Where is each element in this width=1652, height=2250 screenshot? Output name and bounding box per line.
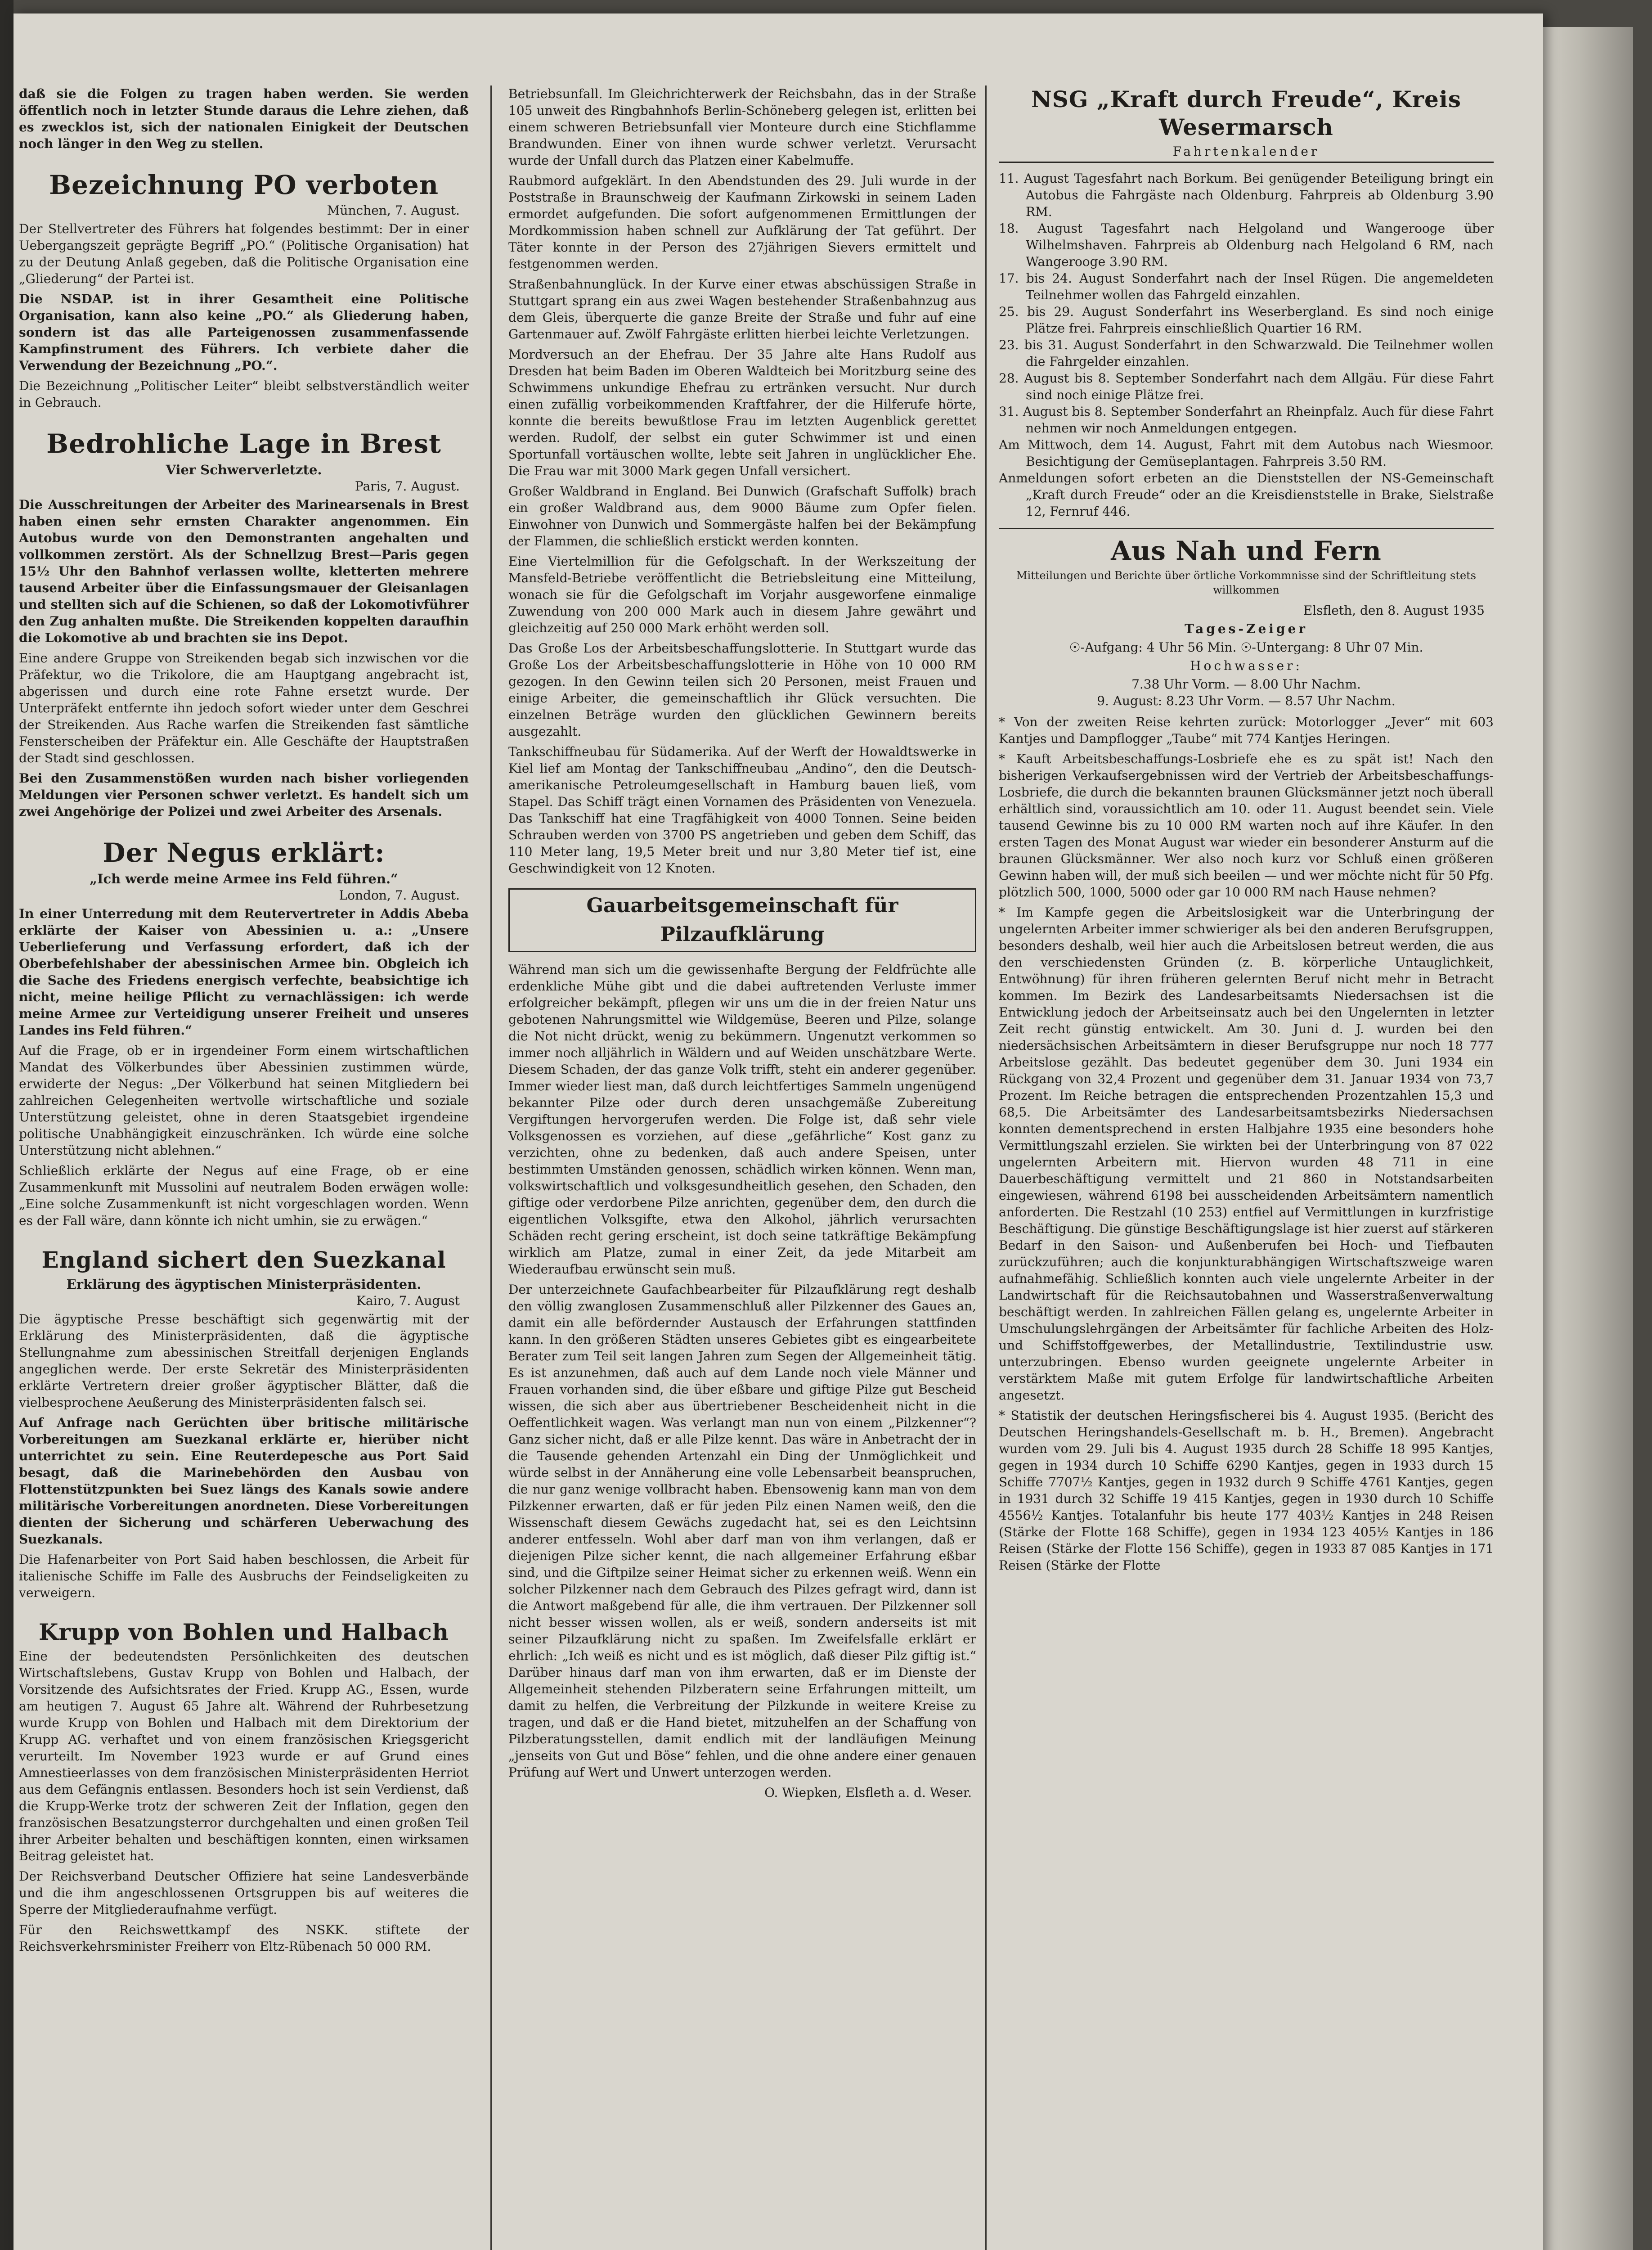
calendar-entry: 11. August Tagesfahrt nach Borkum. Bei genügender Beteiligung bringt ein Autobus die Fahrgäste nach Oldenburg. Fahrpreis ab Oldenburg 3.90 RM. [999, 171, 1494, 219]
local-news: * Kauft Arbeitsbeschaffungs-Losbriefe ehe es zu spät ist! Nach den bisherigen Verkaufsergebnissen wird der Vertrieb der Arbeitsbeschaffungs-Losbriefe, die durch die bekannten braunen Glücksmänner jetzt noch überall erhältlich sind, voraussichtlich am 10. oder 11. August beendet sein. Viele tausend Gewinne bis zu 10 000 RM warten noch auf ihre Käufer. In den ersten Tagen des Monat August war wieder ein besonderer Ansturm auf die braunen Glücksmänner. Wer also noch kurz vor Schluß einen größeren Gewinn haben will, der muß sich beeilen — und wer möchte nicht für 50 Pfg. plötzlich 500, 1000, 5000 oder gar 10 000 RM nach Hause nehmen? [999, 752, 1494, 900]
newspaper-page [13, 14, 1543, 2250]
tages-zeiger-label: Tages-Zeiger [1184, 621, 1308, 636]
column-rule [490, 86, 492, 2250]
column-left [19, 86, 469, 2192]
calendar-entry: 25. bis 29. August Sonderfahrt ins Weserbergland. Es sind noch einige Plätze frei. Fahrpreis einschließlich Quartier 16 RM. [999, 304, 1494, 336]
calendar-entry: Am Mittwoch, dem 14. August, Fahrt mit dem Autobus nach Wiesmoor. Besichtigung der Gemüseplantagen. Fahrpreis 3.50 RM. [999, 437, 1494, 469]
divider [999, 162, 1494, 163]
headline-krupp: Krupp von Bohlen und Halbach [38, 1619, 449, 1645]
paragraph: Eine andere Gruppe von Streikenden begab sich inzwischen vor die Präfektur, wo die Trikolore, die am Hauptgang angebracht ist, abgerissen und durch eine rote Fahne ersetzt wurde. Der Unterpräfekt entfernte ihn jedoch sofort wieder unter dem Geschrei der Streikenden. Aus Rache warfen die Streikenden fast sämtliche Fensterscheiben der Präfektur ein. Alle Geschäfte der Hauptstraßen der Stadt sind geschlossen. [19, 651, 469, 765]
paragraph: Eine der bedeutendsten Persönlichkeiten des deutschen Wirtschaftslebens, Gustav Krupp von Bohlen und Halbach, der Vorsitzende des Aufsichtsrates der Fried. Krupp AG., Essen, wurde am heutigen 7. August 65 Jahre alt. Während der Ruhrbesetzung wurde Krupp von Bohlen und Halbach mit dem Direktorium der Krupp AG. verhaftet und von einem französischen Kriegsgericht verurteilt. Im November 1923 wurde er auf Grund eines Amnestieerlasses von dem französischen Ministerpräsidenten Herriot aus dem Gefängnis entlassen. Besonders hoch ist sein Verdienst, daß die Krupp-Werke trotz der schweren Zeit der Inflation, gegen den französischen Besatzungsterror durchgehalten und einen großen Teil ihrer Arbeiter behalten und beschäftigen konnten, einen wirksamen Beitrag geleistet hat. [19, 1649, 469, 1863]
paragraph: Bei den Zusammenstößen wurden nach bisher vorliegenden Meldungen vier Personen schwer verletzt. Es handelt sich um zwei Angehörige der Polizei und zwei Arbeiter des Arsenals. [19, 771, 469, 819]
headline-suezkanal: England sichert den Suezkanal [41, 1246, 446, 1273]
page-stack-edge [1543, 27, 1633, 2250]
news-item: Eine Viertelmillion für die Gefolgschaft. In der Werkszeitung der Mansfeld-Betriebe veröffentlicht die Betriebsleitung eine Mitteilung, wonach sie für die Gefolgschaft im Vorjahr ausgeworfene einmalige Zuwendung von 200 000 Mark auch in diesem Jahre gewährt und gleichzeitig auf 250 000 Mark erhöht werden soll. [508, 554, 976, 635]
column-right [999, 86, 1494, 2250]
paragraph: Der unterzeichnete Gaufachbearbeiter für Pilzaufklärung regt deshalb den völlig zwanglosen Zusammenschluß aller Pilzkenner des Gaues an, damit ein alle befördernder Austausch der Erfahrungen stattfinden kann. In den größeren Städten unseres Gebietes gibt es eingearbeitete Berater zum Teil seit langen Jahren zum Segen der Allgemeinheit tätig. Es ist anzunehmen, daß auch auf dem Lande noch viele Männer und Frauen vorhanden sind, die über eßbare und giftige Pilze gut Bescheid wissen, die sich aber aus übertriebener Bescheidenheit nicht in die Oeffentlichkeit wagen. Was verlangt man nun von einem „Pilzkenner“? Ganz sicher nicht, daß er alle Pilze kennt. Das wäre in Anbetracht der in die Tausende gehenden Artenzahl ein Ding der Unmöglichkeit und würde selbst in der Annäherung eine volle Lebensarbeit beanspruchen, die nur ganz wenige vollbracht haben. Ebensowenig kann man von dem Pilzkenner erwarten, daß er für jeden Pilz einen Namen weiß, den die Wissenschaft diesem Gewächs zugedacht hat, sei es den Leichtsinn anderer entfesseln. Wohl aber darf man von ihm verlangen, daß er diejenigen Pilze sicher kennt, die nach allgemeiner Erfahrung eßbar sind, und die Giftpilze seiner Heimat sicher zu erkennen weiß. Wenn ein solcher Pilzkenner nach dem Gebrauch des Pilzes gefragt wird, dann ist die Antwort maßgebend für alle, die ihm vertrauen. Der Pilzkenner soll nicht besser wissen wollen, als er weiß, sondern anderseits ist mit seiner Pilzaufklärung nicht zu spaßen. Im Zweifelsfalle erklärt er ehrlich: „Ich weiß es nicht und es ist möglich, daß dieser Pilz giftig ist.“ Darüber hinaus darf man von ihm erwarten, daß er im Dienste der Allgemeinheit stehenden Pilzberatern seine Erfahrungen mitteilt, um damit zu helfen, die Verbreitung der Pilzkunde in weitere Kreise zu tragen, und daß er die Hand bietet, mitzuhelfen an der Schaffung von Pilzberatungsstellen, damit endlich mit der landläufigen Meinung „jenseits von Gut und Böse“ fehlen, und die ohne andere einer genauen Prüfung auf Wert und Unwert unterzogen werden. [508, 1282, 976, 1780]
headline-negus: Der Negus erklärt: [103, 837, 385, 868]
calendar-entry: 17. bis 24. August Sonderfahrt nach der Insel Rügen. Die angemeldeten Teilnehmer wollen das Fahrgeld einzahlen. [999, 271, 1494, 302]
dateline: Elsfleth, den 8. August 1935 [1303, 603, 1485, 618]
paragraph: Der Reichsverband Deutscher Offiziere hat seine Landesverbände und die ihm angeschlossenen Ortsgruppen bis auf weiteres die Sperre der Mitgliederaufnahme verfügt. [19, 1869, 469, 1917]
headline-po: Bezeichnung PO verboten [49, 170, 439, 200]
paragraph: Auf die Frage, ob er in irgendeiner Form einem wirtschaftlichen Mandat des Völkerbundes über Abessinien zustimmen würde, erwiderte der Negus: „Der Völkerbund hat seinen Mitgliedern bei zahlreichen Gelegenheiten wertvolle wirtschaftliche und soziale Unterstützung geleistet, ohne in deren Staatsgebiet irgendeine politische Unabhängigkeit einzuschränken. Ich würde eine solche Unterstützung nicht ablehnen.“ [19, 1043, 469, 1158]
headline-aus-nah-und-fern: Aus Nah und Fern [1111, 536, 1382, 566]
calendar-entry: 18. August Tagesfahrt nach Helgoland und Wangerooge über Wilhelmshaven. Fahrpreis ab Oldenburg nach Helgoland 6 RM, nach Wangerooge 3.90 RM. [999, 221, 1494, 269]
paragraph: Die ägyptische Presse beschäftigt sich gegenwärtig mit der Erklärung des Ministerpräsidenten, daß die ägyptische Stellungnahme zum abessinischen Streitfall derjenigen Englands angeglichen werde. Der erste Sekretär des Ministerpräsidenten erklärte Vertretern dreier großer ägyptischer Blätter, daß die vielbesprochene Aeußerung des Ministerpräsidenten falsch sei. [19, 1312, 469, 1410]
dateline: Paris, 7. August. [355, 479, 460, 494]
local-news: * Statistik der deutschen Heringsfischerei bis 4. August 1935. (Bericht des Deutschen Heringshandels-Gesellschaft m. b. H., Bremen). Angebracht wurden vom 29. Juli bis 4. August 1935 durch 28 Schiffe 18 995 Kantjes, gegen in 1934 durch 10 Schiffe 6290 Kantjes, gegen in 1933 durch 15 Schiffe 7707½ Kantjes, gegen in 1932 durch 9 Schiffe 4761 Kantjes, gegen in 1931 durch 32 Schiffe 19 415 Kantjes, gegen in 1930 durch 10 Schiffe 4556½ Kantjes. Totalanfuhr bis heute 177 403½ Kantjes in 248 Reisen (Stärke der Flotte 168 Schiffe), gegen in 1934 123 405½ Kantjes in 186 Reisen (Stärke der Flotte 156 Schiffe), gegen in 1933 87 085 Kantjes in 171 Reisen (Stärke der Flotte [999, 1408, 1494, 1573]
news-item: Raubmord aufgeklärt. In den Abendstunden des 29. Juli wurde in der Poststraße in Braunschweig der Kaufmann Zirkowski in seinem Laden ermordet aufgefunden. Die sofort aufgenommenen Ermittlungen der Mordkommission haben schnell zur Aufklärung der Tat geführt. Der Täter konnte in der Person des 27jährigen Sievers ermittelt und festgenommen werden. [508, 173, 976, 271]
headline-brest: Bedrohliche Lage in Brest [46, 428, 441, 459]
subheadline: Fahrtenkalender [1172, 144, 1320, 159]
paragraph: Für den Reichswettkampf des NSKK. stiftete der Reichsverkehrsminister Freiherr von Eltz-Rübenach 50 000 RM. [19, 1922, 469, 1954]
signature: O. Wiepken, Elsfleth a. d. Weser. [764, 1785, 972, 1800]
calendar-entry: Anmeldungen sofort erbeten an die Dienststellen der NS-Gemeinschaft „Kraft durch Freude“ oder an die Kreisdienststelle in Brake, Sielstraße 12, Fernruf 446. [999, 471, 1494, 519]
dateline: London, 7. August. [339, 888, 460, 903]
subheadline: „Ich werde meine Armee ins Feld führen.“ [90, 871, 398, 886]
tide-label: Hochwasser: [1190, 658, 1302, 673]
sun-times: ☉-Aufgang: 4 Uhr 56 Min. ☉-Untergang: 8 Uhr 07 Min. [1069, 640, 1423, 655]
intro-text: daß sie die Folgen zu tragen haben werden. Sie werden öffentlich noch in letzter Stunde daraus die Lehre ziehen, daß es zwecklos ist, sich der nationalen Einigkeit der Deutschen noch länger in den Weg zu stellen. [19, 86, 469, 151]
column-rule [985, 86, 987, 2250]
calendar-entry: 28. August bis 8. September Sonderfahrt nach dem Allgäu. Für diese Fahrt sind noch einige Plätze frei. [999, 371, 1494, 402]
paragraph: Die Bezeichnung „Politischer Leiter“ bleibt selbstverständlich weiter in Gebrauch. [19, 378, 469, 410]
news-item: Großer Waldbrand in England. Bei Dunwich (Grafschaft Suffolk) brach ein großer Waldbrand aus, dem 9000 Bäume zum Opfer fielen. Einwohner von Dunwich und Sommergäste halfen bei der Bekämpfung der Flammen, die schließlich erstickt werden konnten. [508, 484, 976, 549]
news-item: Betriebsunfall. Im Gleichrichterwerk der Reichsbahn, das in der Straße 105 unweit des Ringbahnhofs Berlin-Schöneberg gelegen ist, erlitten bei einem schweren Betriebsunfall vier Monteure durch eine Stichflamme Brandwunden. Einer von ihnen wurde schwer verletzt. Verursacht wurde der Unfall durch das Platzen einer Kabelmuffe. [508, 86, 976, 168]
local-news: * Von der zweiten Reise kehrten zurück: Motorlogger „Jever“ mit 603 Kantjes und Dampflogger „Taube“ mit 774 Kantjes Heringen. [999, 715, 1494, 746]
binding-shadow [0, 0, 13, 2250]
headline-kdf: NSG „Kraft durch Freude“, Kreis Wesermarsch [1031, 86, 1461, 140]
news-item: Tankschiffneubau für Südamerika. Auf der Werft der Howaldtswerke in Kiel lief am Montag der Tankschiffneubau „Andino“, den die Deutsch-amerikanische Petroleumgesellschaft in Hamburg bauen ließ, vom Stapel. Das Schiff trägt einen Vornamen des Präsidenten von Venezuela. Das Tankschiff hat eine Tragfähigkeit von 4000 Tonnen. Seine beiden Schrauben werden von 3700 PS angetrieben und geben dem Schiff, das 110 Meter lang, 19,5 Meter breit und nur 3,80 Meter tief ist, eine Geschwindigkeit von 12 Knoten. [508, 744, 976, 876]
subheadline: Erklärung des ägyptischen Ministerpräsidenten. [66, 1277, 422, 1292]
tide-today: 7.38 Uhr Vorm. — 8.00 Uhr Nachm. [1131, 677, 1361, 692]
paragraph: Die Hafenarbeiter von Port Said haben beschlossen, die Arbeit für italienische Schiffe im Falle des Ausbruchs der Feindseligkeiten zu verweigern. [19, 1552, 469, 1600]
headline-pilzaufklaerung: Gauarbeitsgemeinschaft für Pilzaufklärung [508, 888, 976, 952]
calendar-entry: 23. bis 31. August Sonderfahrt in den Schwarzwald. Die Teilnehmer wollen die Fahrgelder einzahlen. [999, 338, 1494, 369]
subheadline: Vier Schwerverletzte. [166, 462, 322, 477]
tide-tomorrow: 9. August: 8.23 Uhr Vorm. — 8.57 Uhr Nachm. [1097, 693, 1396, 708]
calendar-entry: 31. August bis 8. September Sonderfahrt an Rheinpfalz. Auch für diese Fahrt nehmen wir noch Anmeldungen entgegen. [999, 404, 1494, 436]
news-item: Das Große Los der Arbeitsbeschaffungslotterie. In Stuttgart wurde das Große Los der Arbeitsbeschaffungslotterie in Höhe von 10 000 RM gezogen. In den Gewinn teilen sich 20 Personen, meist Frauen und einige Arbeiter, die gemeinschaftlich ihr Glück versuchten. Die einzelnen Beträge wurden den glücklichen Gewinnern bereits ausgezahlt. [508, 641, 976, 739]
paragraph: Während man sich um die gewissenhafte Bergung der Feldfrüchte alle erdenkliche Mühe gibt und die dabei auftretenden Verluste immer erfolgreicher bekämpft, pflegen wir uns um die in der freien Natur uns gebotenen Nahrungsmittel wie Wildgemüse, Beeren und Pilze, solange die Not nicht drückt, wenig zu bekümmern. Ungenutzt verkommen so immer noch alljährlich in Wäldern und auf Weiden unschätzbare Werte. Diesem Schaden, der das ganze Volk trifft, steht ein anderer gegenüber. Immer wieder liest man, daß durch leichtfertiges Sammeln ungenügend bekannter Pilze oder durch deren unsachgemäße Zubereitung Vergiftungen hervorgerufen werden. Die Folge ist, daß sehr viele Volksgenossen es vorziehen, auf diese „gefährliche“ Kost ganz zu verzichten, ohne zu bedenken, daß auch andere Speisen, unter bestimmten Umständen genossen, schädlich wirken können. Wenn man, volkswirtschaftlich und volksgesundheitlich gesehen, den Schaden, den giftige oder verdorbene Pilze anrichten, gegenüber dem, den durch die eigentlichen Volksgifte, etwa den Alkohol, jährlich verursachten Schäden recht gering erscheint, ist doch seine tatkräftige Bekämpfung wirklich am Platze, zumal in einer Zeit, da jede Mitarbeit am Wiederaufbau erwünscht sein muß. [508, 962, 976, 1277]
section-note: Mitteilungen und Berichte über örtliche Vorkommnisse sind der Schriftleitung stets willkommen [1016, 569, 1477, 596]
paragraph: Der Stellvertreter des Führers hat folgendes bestimmt: Der in einer Uebergangszeit geprägte Begriff „PO.“ (Politische Organisation) hat zu der Deutung Anlaß gegeben, daß die Politische Organisation eine „Gliederung“ der Partei ist. [19, 221, 469, 286]
paragraph: In einer Unterredung mit dem Reutervertreter in Addis Abeba erklärte der Kaiser von Abessinien u. a.: „Unsere Ueberlieferung und Verfassung erfordert, daß ich der Oberbefehlshaber der abessinischen Armee bin. Obgleich ich die Sache des Friedens energisch verfechte, beabsichtige ich nicht, meine heilige Pflicht zu vernachlässigen: ich werde meine Armee zur Verteidigung unserer Freiheit und unseres Landes ins Feld führen.“ [19, 906, 469, 1038]
news-item: Straßenbahnunglück. In der Kurve einer etwas abschüssigen Straße in Stuttgart sprang ein aus zwei Wagen bestehender Straßenbahnzug aus dem Gleis, überquerte die ganze Breite der Straße und fuhr auf eine Gartenmauer auf. Zwölf Fahrgäste erlitten hierbei leichte Verletzungen. [508, 277, 976, 342]
dateline: Kairo, 7. August [356, 1293, 460, 1308]
paragraph: Schließlich erklärte der Negus auf eine Frage, ob er eine Zusammenkunft mit Mussolini auf neutralem Boden erwägen wolle: „Eine solche Zusammenkunft ist nicht vorgeschlagen worden. Wenn es der Fall wäre, dann könnte ich nicht umhin, sie zu erwägen.“ [19, 1163, 469, 1228]
dateline: München, 7. August. [327, 203, 460, 218]
paragraph: Auf Anfrage nach Gerüchten über britische militärische Vorbereitungen am Suezkanal erklärte er, hierüber nicht unterrichtet zu sein. Eine Reuterdepesche aus Port Said besagt, daß die Marinebehörden den Ausbau von Flottenstützpunkten bei Suez längs des Kanals sowie andere militärische Vorbereitungen anordneten. Diese Vorbereitungen dienten der Sicherung und schärferen Ueberwachung des Suezkanals. [19, 1415, 469, 1547]
news-item: Mordversuch an der Ehefrau. Der 35 Jahre alte Hans Rudolf aus Dresden hat beim Baden im Oberen Waldteich bei Moritzburg seine des Schwimmens unkundige Ehefrau zu ertränken versucht. Nur durch einen zufällig vorbeikommenden Kraftfahrer, der die Hilferufe hörte, konnte die bereits bewußtlose Frau im letzten Augenblick gerettet werden. Rudolf, der selbst ein guter Schwimmer ist und einen Sportunfall vortäuschen wollte, lebte seit Jahren in unglücklicher Ehe. Die Frau war mit 3000 Mark gegen Unfall versichert. [508, 347, 976, 478]
local-news: * Im Kampfe gegen die Arbeitslosigkeit war die Unterbringung der ungelernten Arbeiter immer schwieriger als bei den anderen Berufsgruppen, besonders deshalb, weil hier auch die Arbeitslosen betreut werden, die aus den verschiedensten Gründen (z. B. körperliche Untauglichkeit, Entwöhnung) für ihren früheren gelernten Beruf nicht mehr in Betracht kommen. Im Bezirk des Landesarbeitsamts Niedersachsen ist die Entwicklung jedoch der Arbeitseinsatz auch bei den Ungelernten in letzter Zeit recht günstig entwickelt. Am 30. Juni d. J. wurden bei den niedersächsischen Arbeitsämtern in dieser Berufsgruppe nur noch 18 777 Arbeitslose gezählt. Das bedeutet gegenüber dem 30. Juni 1934 ein Rückgang von 32,4 Prozent und gegenüber dem 31. Januar 1934 von 73,7 Prozent. Im Reiche betragen die entsprechenden Prozentzahlen 15,3 und 68,5. Die Arbeitsämter des Landesarbeitsamtsbezirks Niedersachsen konnten dementsprechend in ersten Halbjahre 1935 eine besonders hohe Vermittlungszahl erzielen. Sie wirkten bei der Unterbringung von 87 022 ungelernten Arbeitern mit. Hiervon wurden 48 711 in eine Dauerbeschäftigung vermittelt und 21 860 in Notstandsarbeiten eingewiesen, während 6198 bei ausscheidenden Arbeitsämtern namentlich anforderten. Die Restzahl (10 253) entfiel auf Vermittlungen in kurzfristige Beschäftigung. Die günstige Beschäftigungslage ist hier zuerst auf stärkeren Bedarf in den Saison- und Außenberufen bei Hoch- und Tiefbauten zurückzuführen; auch die konjunkturabhängigen Wirtschaftszweige waren aufnahmefähig. Schließlich konnten auch viele ungelernte Arbeiter in der Landwirtschaft für die Reichsautobahnen und Wasserstraßenverwaltung beschäftigt werden. In zahlreichen Fällen gelang es, ungelernte Arbeiter in Umschulungslehrgängen der Arbeitsämter für fachliche Arbeiten des Holz- und Schiffstoffgewerbes, der Metallindustrie, Textilindustrie usw. unterzubringen. Ebenso wurden geeignete ungelernte Arbeiter in verstärktem Maße mit gutem Erfolge für landwirtschaftliche Arbeiten angesetzt. [999, 905, 1494, 1403]
paragraph: Die NSDAP. ist in ihrer Gesamtheit eine Politische Organisation, kann also keine „PO.“ als Gliederung haben, sondern ist das alle Parteigenossen zusammenfassende Kampfinstrument des Führers. Ich verbiete daher die Verwendung der Bezeichnung „PO.“. [19, 292, 469, 373]
divider [999, 528, 1494, 529]
column-middle [508, 86, 976, 2250]
paragraph: Die Ausschreitungen der Arbeiter des Marinearsenals in Brest haben einen sehr ernsten Charakter angenommen. Ein Autobus wurde von den Demonstranten angehalten und vollkommen zerstört. Als der Schnellzug Brest—Paris gegen 15½ Uhr den Bahnhof verlassen wollte, kletterten mehrere tausend Arbeiter über die Einfassungsmauer der Gleisanlagen und stellten sich auf die Schienen, so daß der Lokomotivführer den Zug anhalten mußte. Die Streikenden koppelten daraufhin die Lokomotive ab und brachten sie ins Depot. [19, 497, 469, 645]
